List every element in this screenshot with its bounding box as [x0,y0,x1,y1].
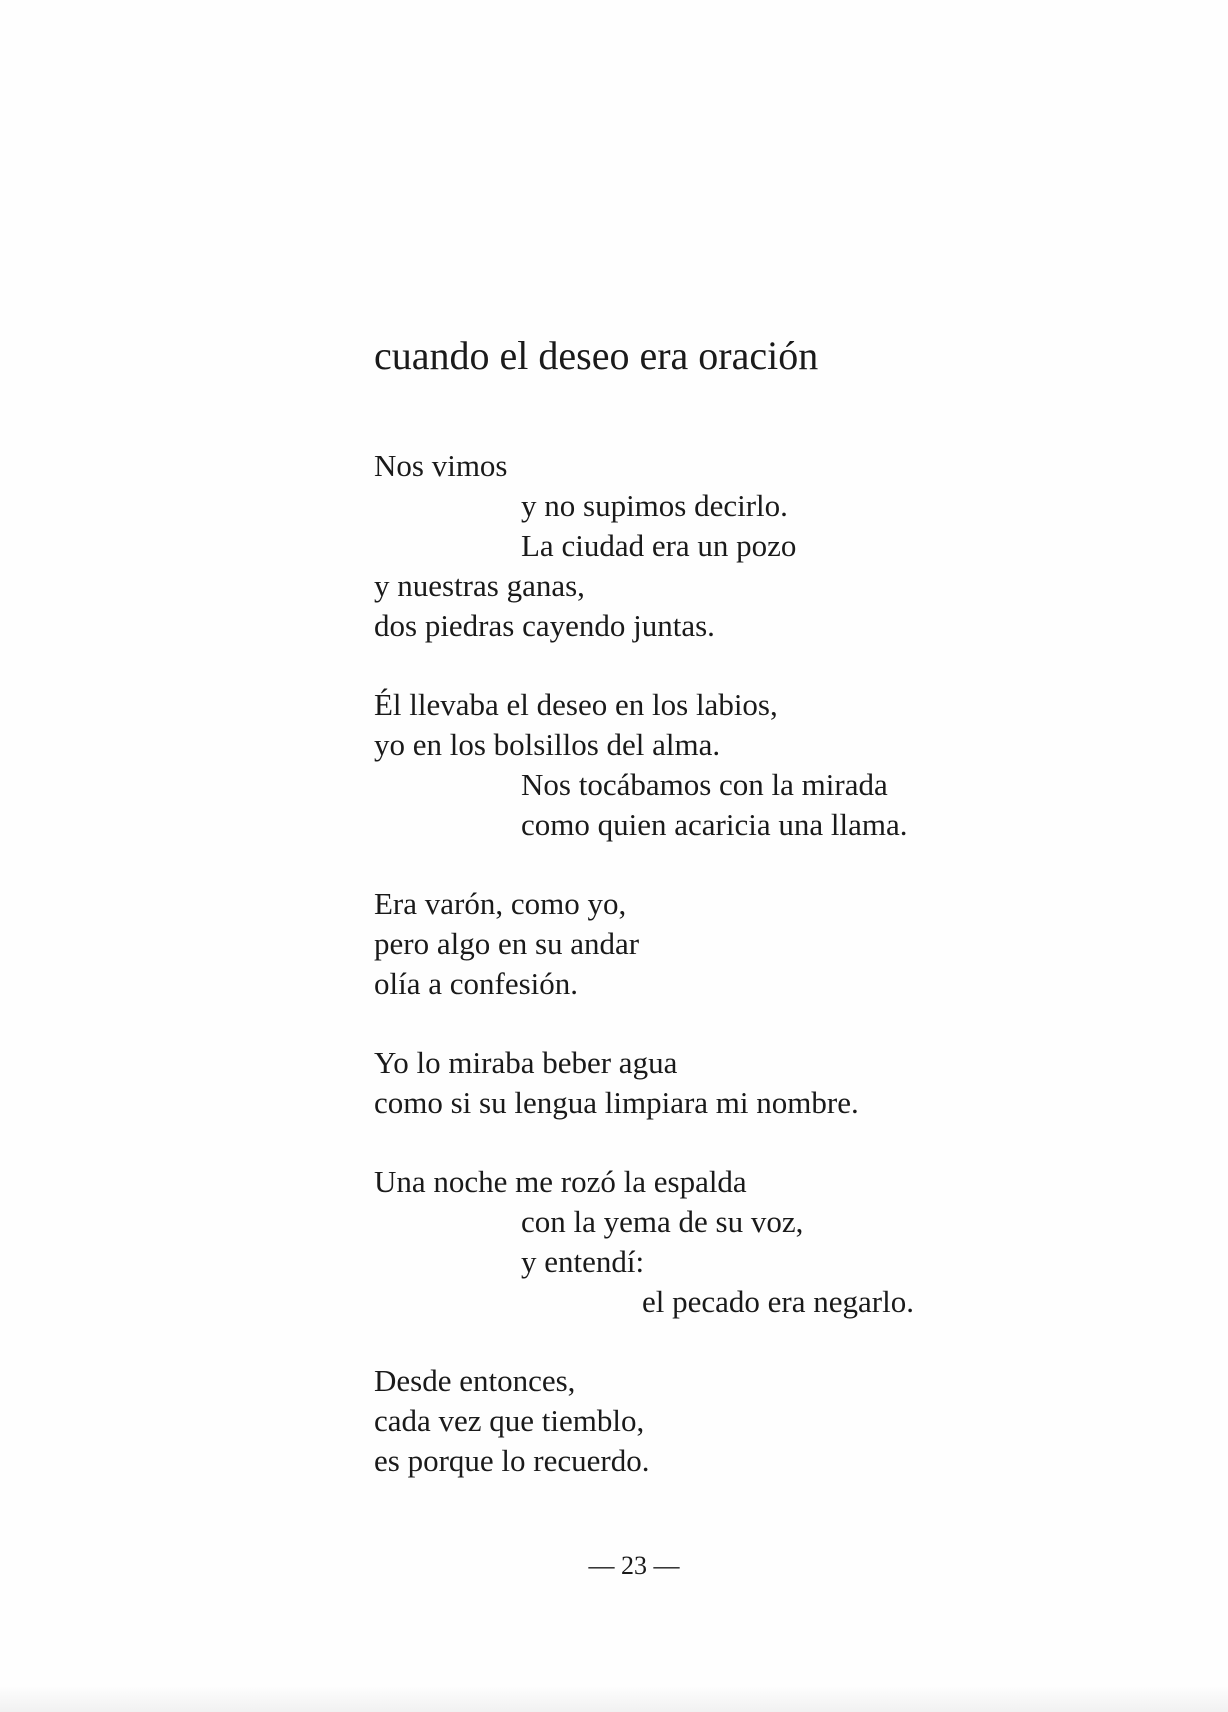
poem-line: con la yema de su voz, [521,1204,804,1239]
page-edge-shadow [0,1686,1228,1712]
poem-title: cuando el deseo era oración [374,333,819,378]
poem-line: y entendí: [521,1244,645,1279]
stanza-2 [374,685,1194,845]
poem-line: cada vez que tiemblo, [374,1403,645,1438]
poem-line: como quien acaricia una llama. [521,807,908,842]
stanza-4 [374,1043,1194,1123]
poem-line: y nuestras ganas, [374,568,585,603]
stanza-3 [374,884,1194,1004]
poem-line: Nos vimos [374,448,508,483]
poem-line: el pecado era negarlo. [642,1284,914,1319]
poem-line: pero algo en su andar [374,926,640,961]
poem-line: La ciudad era un pozo [521,528,797,563]
poem-line: Una noche me rozó la espalda [374,1164,747,1199]
stanza-1 [374,446,1194,646]
poem-line: Era varón, como yo, [374,886,627,921]
stanza-5 [374,1162,1194,1322]
poem-line: y no supimos decirlo. [521,488,788,523]
poem-line: Desde entonces, [374,1363,576,1398]
page-number: — 23 — [588,1551,680,1580]
stanza-6 [374,1361,1194,1481]
poem-line: es porque lo recuerdo. [374,1443,650,1478]
poem-line: dos piedras cayendo juntas. [374,608,715,643]
poem-line: yo en los bolsillos del alma. [374,727,721,762]
poem-line: Nos tocábamos con la mirada [521,767,888,802]
poem-line: como si su lengua limpiara mi nombre. [374,1085,859,1120]
poem-line: Yo lo miraba beber agua [374,1045,678,1080]
poem-line: Él llevaba el deseo en los labios, [374,687,778,722]
poem-body [374,446,1194,1520]
poem-line: olía a confesión. [374,966,579,1001]
